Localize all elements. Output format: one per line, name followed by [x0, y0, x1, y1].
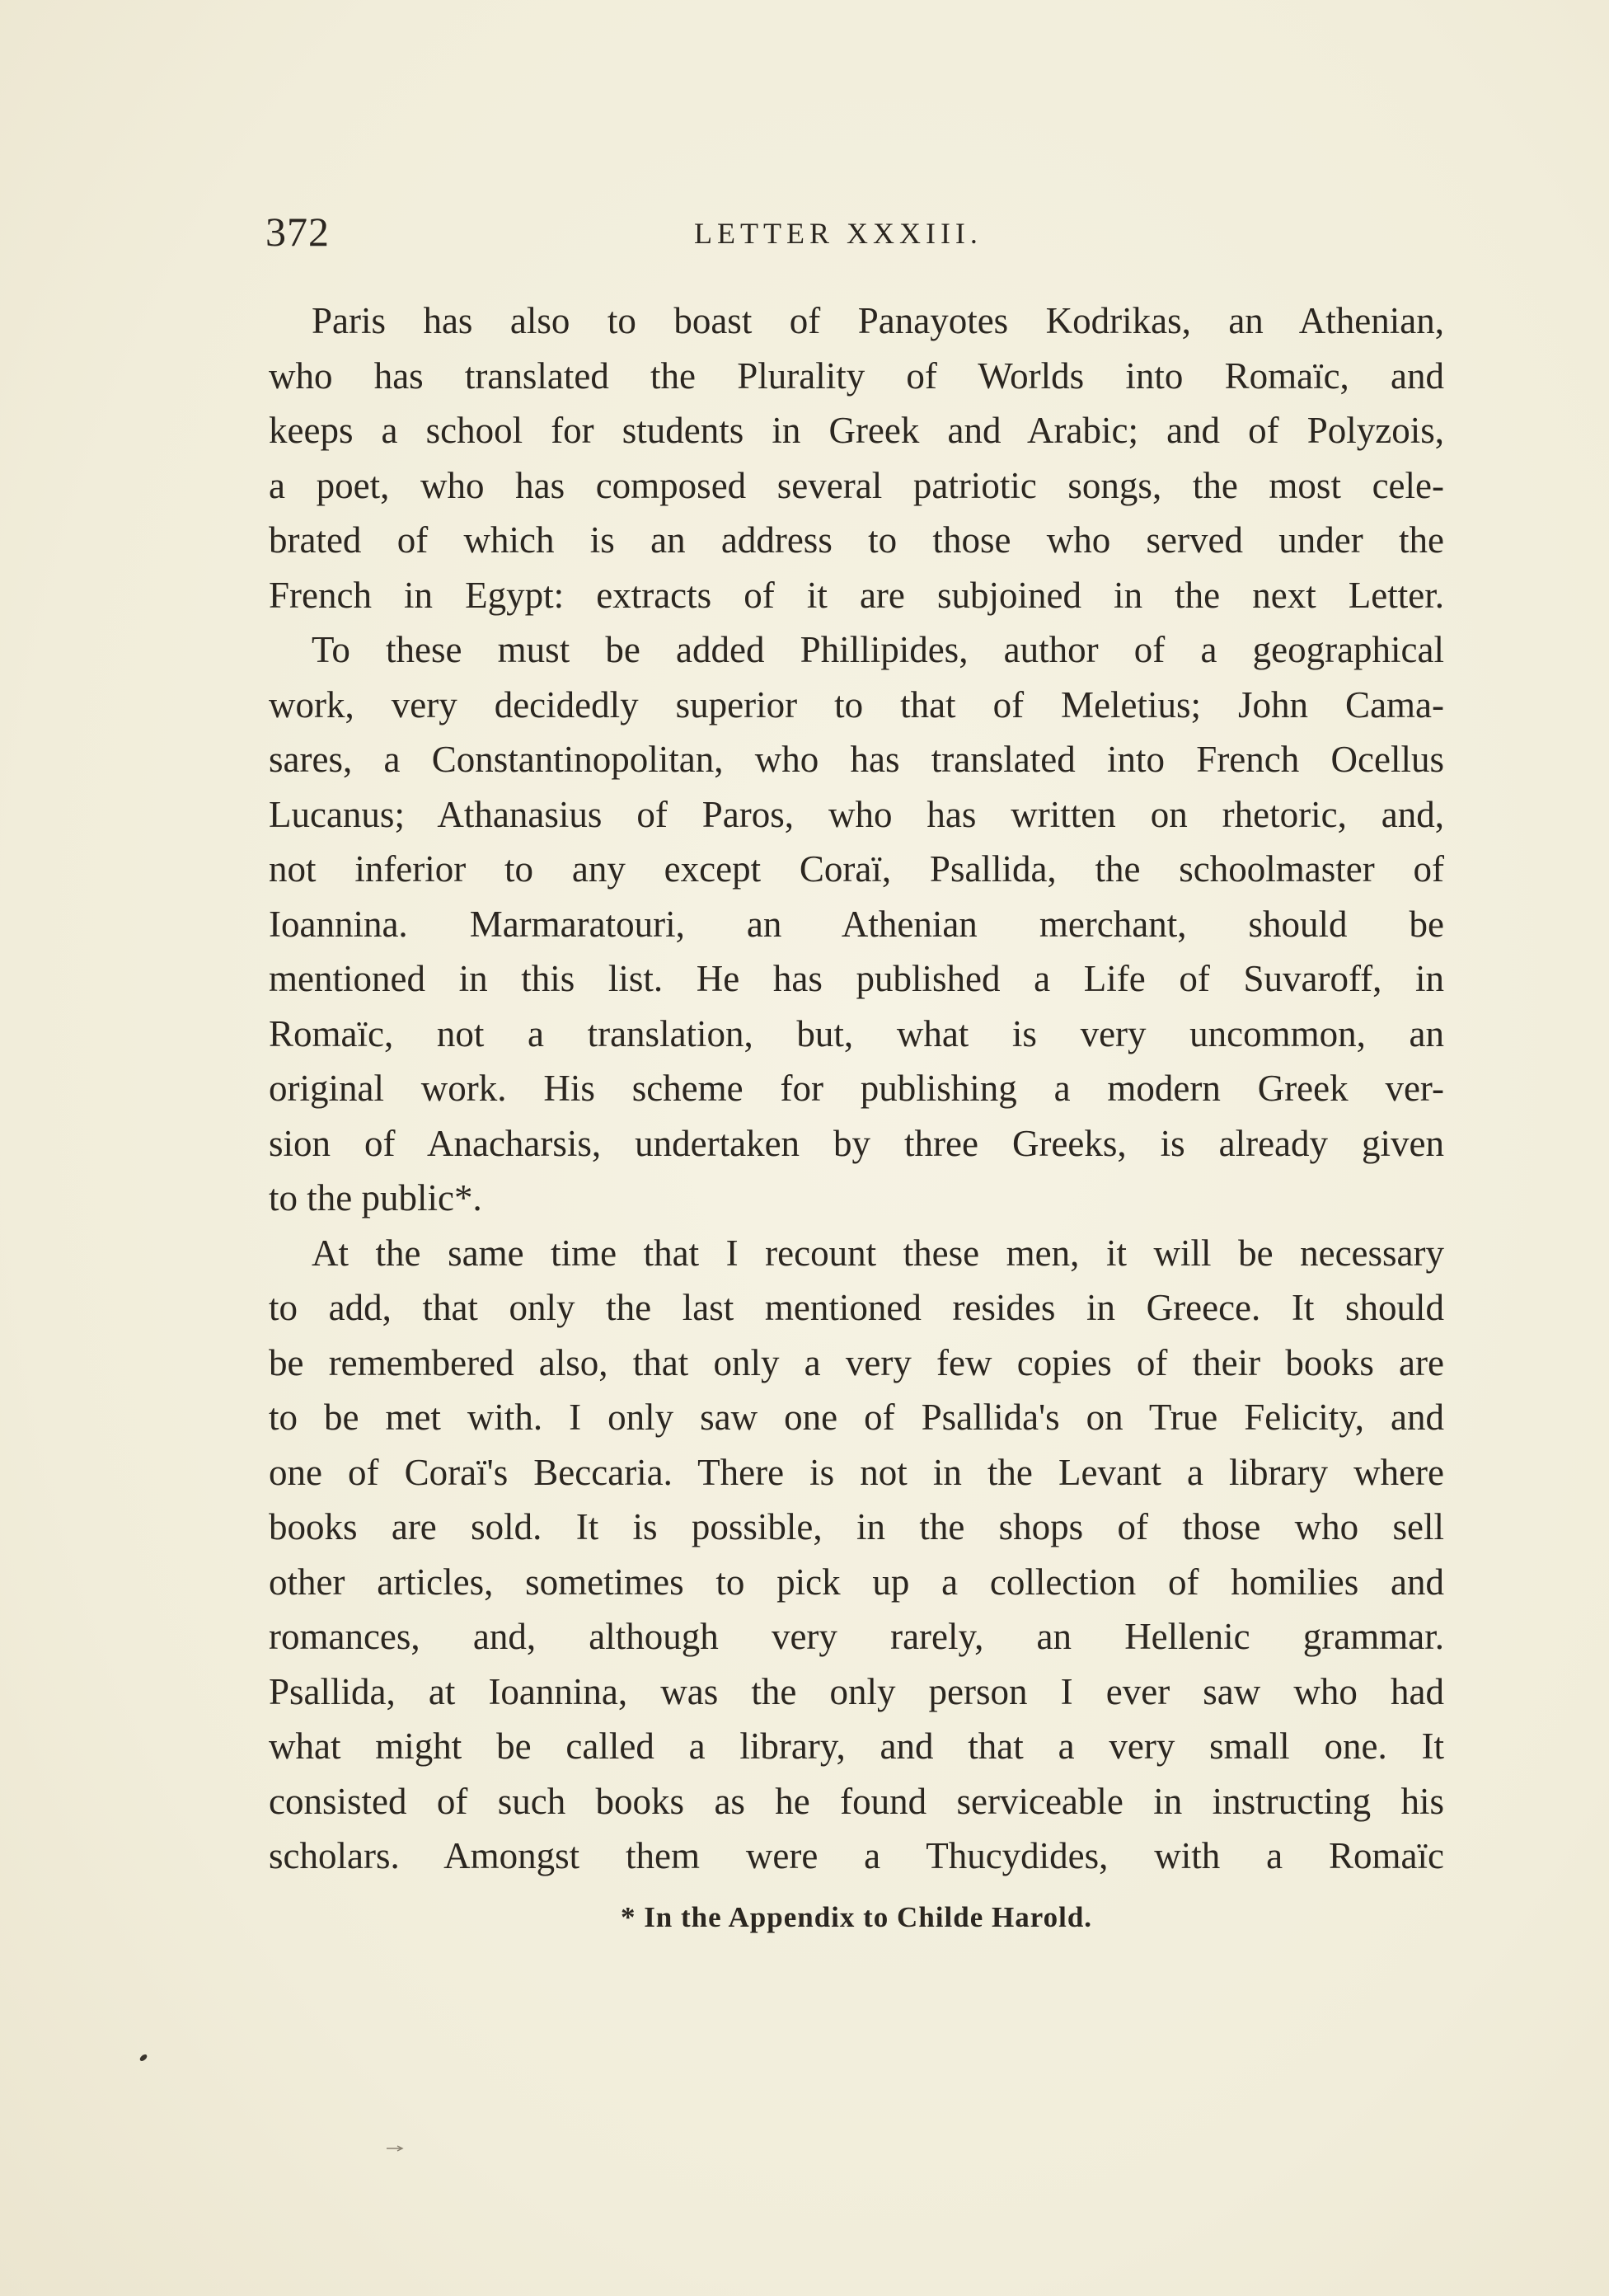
paragraph-1 — [269, 293, 1444, 622]
text-line: sares, a Constantinopolitan, who has translated into French Ocellus — [269, 739, 1444, 780]
text-line: not inferior to any except Coraï, Psallida, the schoolmaster of — [269, 848, 1444, 890]
text-line: original work. His scheme for publishing a modern Greek ver- — [269, 1068, 1444, 1109]
body-text — [269, 293, 1444, 1884]
text-line: be remembered also, that only a very few copies of their books are — [269, 1341, 1444, 1383]
page-header — [265, 208, 1444, 257]
paragraph-2 — [269, 622, 1444, 1226]
text-line: Psallida, at Ioannina, was the only person I ever saw who had — [269, 1670, 1444, 1712]
text-line: scholars. Amongst them were a Thucydides, with a Romaïc — [269, 1835, 1444, 1876]
running-head: LETTER XXXIII. — [694, 217, 983, 250]
footnote: * In the Appendix to Childe Harold. — [620, 1901, 1093, 1933]
text-line: mentioned in this list. He has published a Life of Suvaroff, in — [269, 958, 1444, 999]
text-line: who has translated the Plurality of Worlds into Romaïc, and — [269, 354, 1444, 397]
text-line: To these must be added Phillipides, author of a geographical — [312, 629, 1444, 670]
text-line: French in Egypt: extracts of it are subjoined in the next Letter. — [269, 574, 1444, 616]
text-line: to be met with. I only saw one of Psallida's on True Felicity, and — [269, 1397, 1444, 1438]
text-line: keeps a school for students in Greek and Arabic; and of Polyzois, — [269, 410, 1444, 451]
text-line: what might be called a library, and that a very small one. It — [269, 1726, 1444, 1767]
text-line: work, very decidedly superior to that of Meletius; John Cama- — [269, 683, 1444, 725]
text-line: books are sold. It is possible, in the shops of those who sell — [269, 1506, 1444, 1547]
text-line: brated of which is an address to those who served under the — [269, 519, 1444, 561]
text-line: other articles, sometimes to pick up a collection of homilies and — [269, 1561, 1444, 1603]
text-line: consisted of such books as he found serviceable in instructing his — [269, 1780, 1444, 1822]
text-line: to add, that only the last mentioned resides in Greece. It should — [269, 1287, 1444, 1328]
text-line: Lucanus; Athanasius of Paros, who has written on rhetoric, and, — [269, 793, 1444, 835]
page-number: 372 — [265, 209, 330, 255]
text-line: romances, and, although very rarely, an Hellenic grammar. — [269, 1616, 1444, 1657]
text-line: a poet, who has composed several patriotic songs, the most cele- — [269, 464, 1444, 506]
text-line: sion of Anacharsis, undertaken by three Greeks, is already given — [269, 1122, 1444, 1164]
text-line: one of Coraï's Beccaria. There is not in the Levant a library where — [269, 1451, 1444, 1493]
text-line: Ioannina. Marmaratouri, an Athenian merchant, should be — [269, 903, 1444, 945]
text-line: Paris has also to boast of Panayotes Kodrikas, an Athenian, — [312, 300, 1444, 341]
ink-speck-mark — [137, 2051, 150, 2064]
text-line: At the same time that I recount these men, it will be necessary — [312, 1232, 1444, 1274]
stray-mark — [386, 2145, 404, 2152]
text-line: Romaïc, not a translation, but, what is very uncommon, an — [269, 1012, 1444, 1054]
text-line: to the public*. — [269, 1177, 482, 1218]
paragraph-3 — [269, 1226, 1444, 1884]
